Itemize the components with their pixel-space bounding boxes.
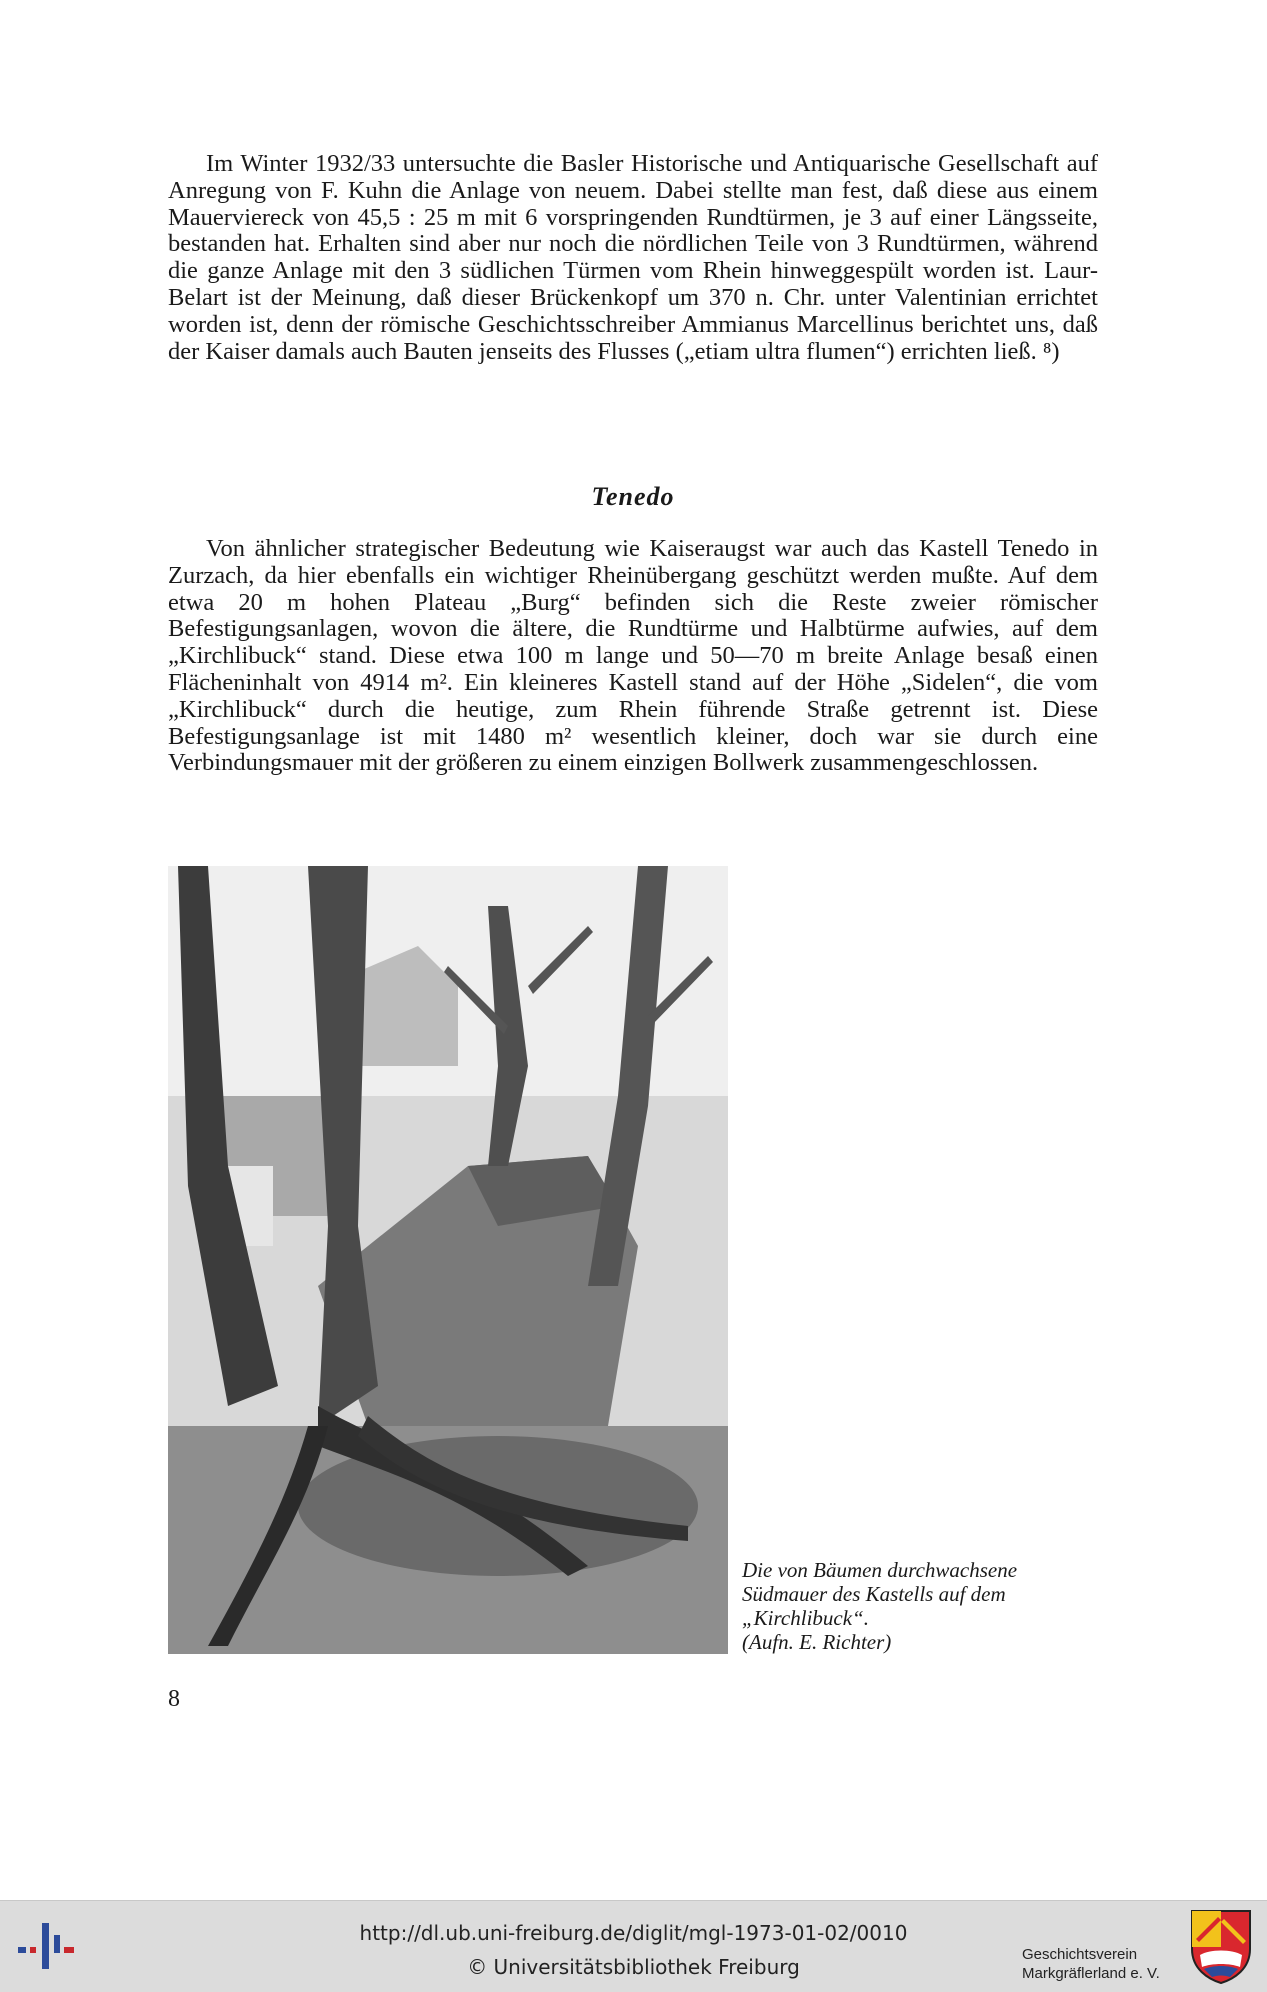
caption-line: (Aufn. E. Richter) [742,1630,892,1654]
photo-caption [742,1558,1082,1654]
section-heading: Tenedo [591,482,675,511]
caption-line: Südmauer des Kastells auf dem [742,1582,1006,1606]
society-name-line: Geschichtsverein [1022,1946,1138,1963]
body-paragraph-2: Von ähnlicher strategischer Bedeutung wie Kaiseraugst war auch das Kastell Tenedo in Zurzach, da hier ebenfalls ein wichtiger Rheinübergang geschützt werden mußte. Auf dem etwa 20 m hohen Plateau „Burg“ befinden sich die Reste zweier römischer Befestigungsanlagen, wovon die ältere, die Rundtürme und Halbtürme aufwies, auf dem „Kirchlibuck“ stand. Diese etwa 100 m lange und 50—70 m breite Anlage besaß einen Flächeninhalt von 4914 m². Ein kleineres Kastell stand auf der Höhe „Sidelen“, die vom „Kirchlibuck“ durch die heutige, zum Rhein führende Straße getrennt ist. Diese Befestigungsanlage ist mit 1480 m² wesentlich kleiner, doch war sie durch eine Verbindungsmauer mit der größeren zu einem einzigen Bollwerk zusammengeschlossen. [168,535,1098,777]
page-number: 8 [168,1686,180,1712]
document-url-link[interactable]: http://dl.ub.uni-freiburg.de/diglit/mgl-1973-01-02/0010 [359,1921,908,1945]
society-name [1022,1945,1182,1983]
coat-of-arms-icon [1190,1909,1252,1985]
viewer-footer [0,1900,1267,1992]
caption-line: „Kirchlibuck“. [742,1606,869,1630]
copyright-text: © Universitätsbibliothek Freiburg [467,1955,800,1979]
photograph-tree-roots-wall [168,866,728,1654]
photo-illustration [168,866,728,1654]
society-name-line: Markgräflerland e. V. [1022,1965,1160,1982]
body-paragraph-1: Im Winter 1932/33 untersuchte die Basler Historische und Antiquarische Gesellschaft auf Anregung von F. Kuhn die Anlage von neuem. Dabei stellte man fest, daß diese aus einem Mauerviereck von 45,5 : 25 m mit 6 vorspringenden Rundtürmen, je 3 auf einer Längsseite, bestanden hat. Erhalten sind aber nur noch die nördlichen Teile von 3 Rundtürmen, während die ganze Anlage mit den 3 südlichen Türmen vom Rhein hinweggespült worden ist. Laur-Belart ist der Meinung, daß dieser Brückenkopf um 370 n. Chr. unter Valentinian errichtet worden ist, denn der römische Geschichtsschreiber Ammianus Marcellinus berichtet uns, daß der Kaiser damals auch Bauten jenseits des Flusses („etiam ultra flumen“) errichten ließ. ⁸) [168,150,1098,365]
caption-line: Die von Bäumen durchwachsene [742,1558,1018,1582]
